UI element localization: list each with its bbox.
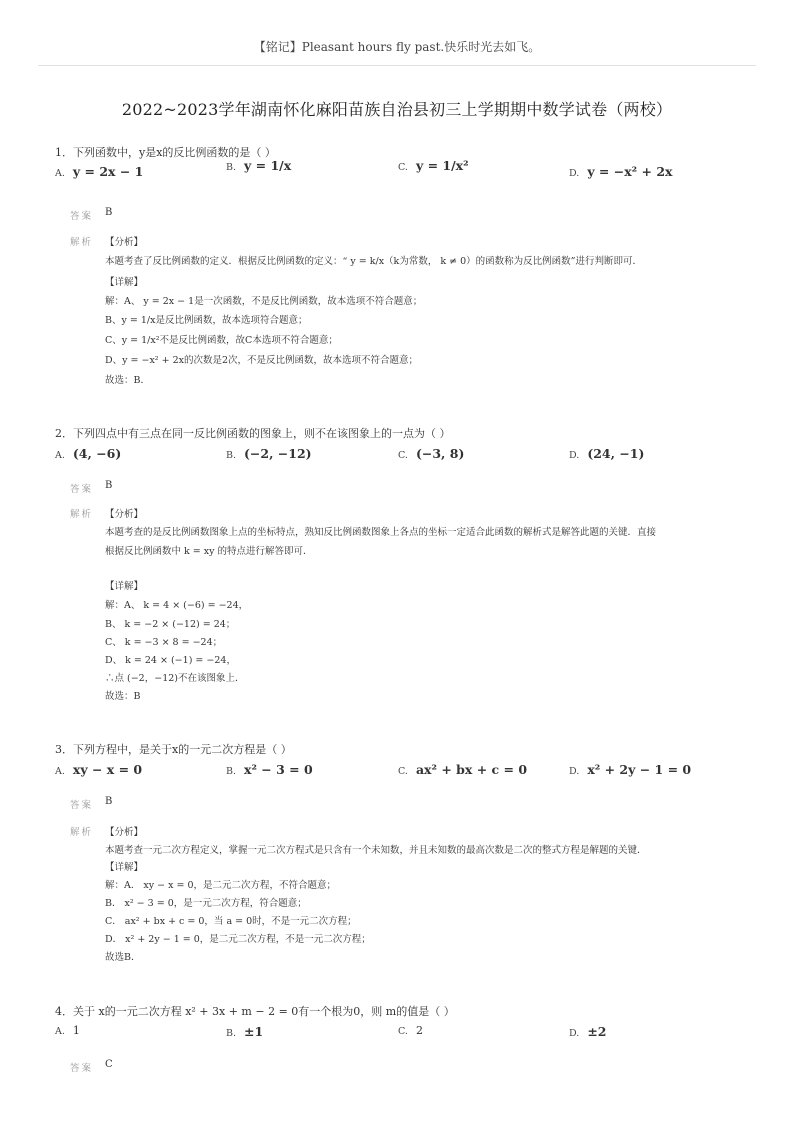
- analysis-line: 【分析】: [105, 827, 144, 838]
- analysis-line: D、 k = 24 × (−1) = −24，: [105, 655, 236, 666]
- option-math: (24, −1): [587, 446, 645, 461]
- header-divider: [38, 65, 756, 66]
- question-1-option-d: D. y = −x² + 2x: [569, 164, 673, 179]
- analysis-line: 【分析】: [105, 509, 144, 520]
- page-title: 2022~2023学年湖南怀化麻阳苗族自治县初三上学期期中数学试卷（两校）: [121, 100, 673, 119]
- option-math: ±2: [587, 1024, 607, 1039]
- question-3-answer: B: [105, 796, 113, 807]
- analysis-line: 故选：B: [105, 691, 141, 702]
- question-2-option-d: D. (24, −1): [569, 446, 645, 461]
- question-1-answer: B: [105, 207, 113, 218]
- answer-label: 答案: [70, 211, 94, 222]
- analysis-line: 故选：B．: [105, 375, 150, 386]
- question-2-option-c: C. (−3, 8): [398, 446, 465, 461]
- question-1-option-c: C. y = 1/x²: [398, 158, 469, 173]
- question-4-option-c: C. 2: [398, 1024, 423, 1037]
- question-4-stem: 4．关于 x的一元二次方程 x² + 3x + m − 2 = 0有一个根为0，则 m的值是（ ）: [55, 1005, 455, 1018]
- analysis-line: 本题考查一元二次方程定义，掌握一元二次方程式是只含有一个未知数，并且未知数的最高次数是二次的整式方程是解题的关键．: [105, 845, 647, 856]
- analysis-line: 本题考查了反比例函数的定义．根据反比例函数的定义：“ y = k/x（k为常数， k ≠ 0）的函数称为反比例函数”进行判断即可．: [105, 256, 642, 267]
- question-1-option-b: B. y = 1/x: [226, 158, 292, 173]
- question-4-option-a: A. 1: [55, 1024, 80, 1037]
- option-math: (−3, 8): [415, 446, 465, 461]
- option-math: (−2, −12): [244, 446, 312, 461]
- option-math: x² − 3 = 0: [244, 762, 313, 777]
- analysis-line: 【详解】: [105, 862, 144, 873]
- option-math: y = 1/x²: [415, 158, 469, 173]
- analysis-line: D． x² + 2y − 1 = 0，是二元二次方程，不是一元二次方程；: [105, 934, 371, 945]
- analysis-label: 解析: [70, 827, 94, 838]
- analysis-line: 解：A、 y = 2x − 1是一次函数，不是反比例函数，故本选项不符合题意；: [105, 296, 423, 307]
- analysis-line: B、y = 1/x是反比例函数，故本选项符合题意；: [105, 315, 308, 326]
- analysis-line: C、y = 1/x²不是反比例函数，故C本选项不符合题意；: [105, 335, 338, 346]
- option-text: 2: [415, 1024, 423, 1037]
- analysis-line: D、y = −x² + 2x的次数是2次，不是反比例函数，故本选项不符合题意；: [105, 355, 419, 366]
- question-3-option-a: A. xy − x = 0: [55, 762, 143, 777]
- analysis-label: 解析: [70, 237, 94, 248]
- analysis-line: 故选B．: [105, 952, 141, 963]
- question-2-answer: B: [105, 480, 113, 491]
- analysis-label: 解析: [70, 509, 94, 520]
- analysis-line: B． x² − 3 = 0，是一元二次方程，符合题意；: [105, 898, 307, 909]
- answer-label: 答案: [70, 800, 94, 811]
- question-3-option-c: C. ax² + bx + c = 0: [398, 762, 528, 777]
- question-2-stem: 2．下列四点中有三点在同一反比例函数的图象上，则不在该图象上的一点为（ ）: [55, 427, 451, 440]
- option-math: x² + 2y − 1 = 0: [587, 762, 692, 777]
- question-4-option-b: B. ±1: [226, 1024, 264, 1039]
- header-motto: 【铭记】Pleasant hours fly past.快乐时光去如飞。: [253, 40, 541, 54]
- option-text: 1: [72, 1024, 80, 1037]
- analysis-line: ∴点 (−2，−12)不在该图象上．: [105, 673, 245, 684]
- answer-label: 答案: [70, 484, 94, 495]
- analysis-line: B、 k = −2 × (−12) = 24；: [105, 619, 236, 630]
- option-math: y = 1/x: [244, 158, 292, 173]
- question-4-answer: C: [105, 1059, 113, 1070]
- question-2-option-a: A. (4, −6): [55, 446, 122, 461]
- option-math: xy − x = 0: [72, 762, 143, 777]
- analysis-line: C． ax² + bx + c = 0，当 a = 0时，不是一元二次方程；: [105, 916, 357, 927]
- analysis-line: 解：A、 k = 4 × (−6) = −24，: [105, 600, 249, 611]
- question-4-option-d: D. ±2: [569, 1024, 607, 1039]
- question-2-option-b: B. (−2, −12): [226, 446, 312, 461]
- option-math: y = −x² + 2x: [587, 164, 673, 179]
- option-math: y = 2x − 1: [72, 164, 144, 179]
- analysis-line: 【详解】: [105, 277, 144, 288]
- question-3-option-d: D. x² + 2y − 1 = 0: [569, 762, 692, 777]
- analysis-line: C、 k = −3 × 8 = −24；: [105, 637, 223, 648]
- analysis-line: 【分析】: [105, 237, 144, 248]
- analysis-line: 【详解】: [105, 581, 144, 592]
- question-3-option-b: B. x² − 3 = 0: [226, 762, 313, 777]
- analysis-line: 根据反比例函数中 k = xy 的特点进行解答即可．: [105, 546, 313, 557]
- option-math: ±1: [244, 1024, 264, 1039]
- question-1-option-a: A. y = 2x − 1: [55, 164, 144, 179]
- answer-label: 答案: [70, 1063, 94, 1074]
- option-math: (4, −6): [72, 446, 122, 461]
- analysis-line: 解：A． xy − x = 0，是二元二次方程，不符合题意；: [105, 880, 337, 891]
- question-3-stem: 3．下列方程中，是关于x的一元二次方程是（ ）: [55, 743, 292, 756]
- analysis-line: 本题考查的是反比例函数图象上点的坐标特点，熟知反比例函数图象上各点的坐标一定适合此函数的解析式是解答此题的关键．直接: [105, 527, 657, 538]
- question-1-stem: 1．下列函数中，y是x的反比例函数的是（ ）: [55, 146, 276, 159]
- option-math: ax² + bx + c = 0: [415, 762, 528, 777]
